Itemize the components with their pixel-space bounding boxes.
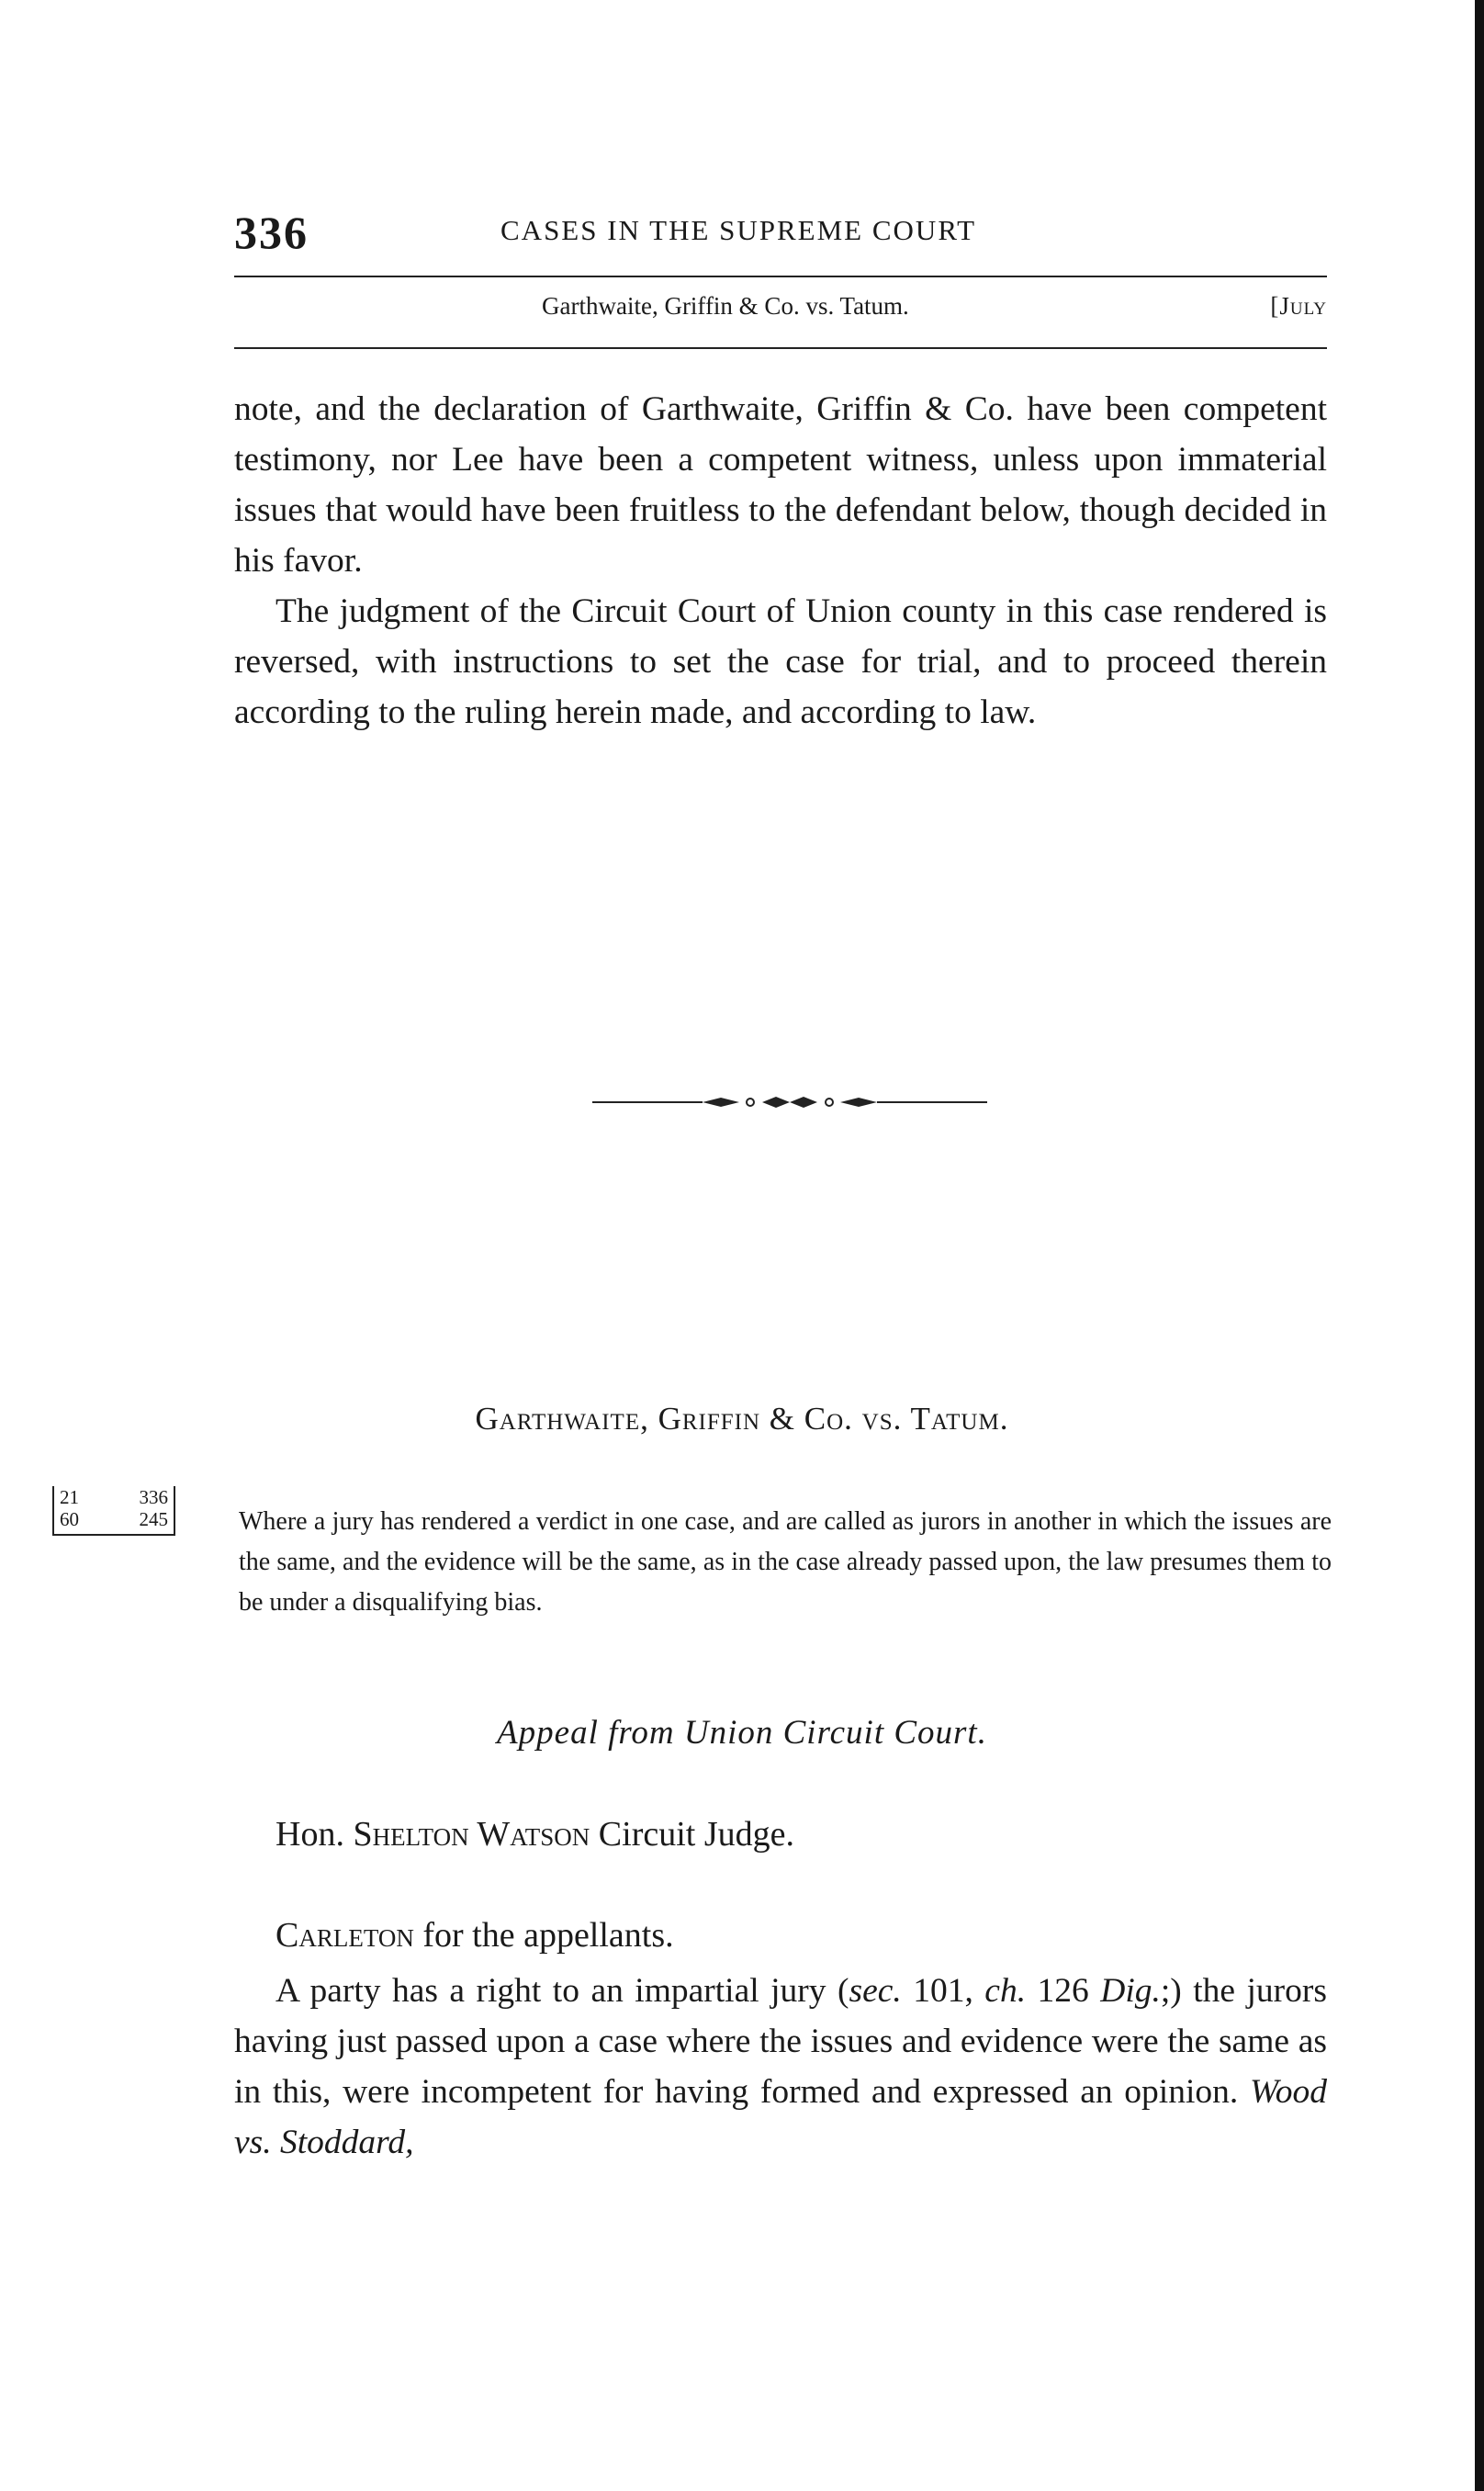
citation-page: 245 <box>139 1508 168 1530</box>
argument-segment: 101, <box>901 1972 985 2010</box>
argument-italic: Wood vs. Stoddard, <box>234 2073 1327 2161</box>
argument-segment: 126 <box>1026 1972 1101 2010</box>
judge-suffix: Circuit Judge. <box>598 1815 794 1854</box>
citation-volume: 60 <box>60 1508 79 1530</box>
appeal-line: Appeal from Union Circuit Court. <box>497 1714 987 1752</box>
header-rule-bottom <box>234 347 1327 349</box>
judge-name: Shelton Watson <box>353 1815 590 1854</box>
citation-box <box>52 1486 175 1536</box>
opening-text <box>234 384 1327 738</box>
judge-line <box>275 1814 794 1854</box>
citation-row <box>54 1486 174 1508</box>
counsel-line <box>275 1915 674 1956</box>
headnote: Where a jury has rendered a verdict in one case, and are called as jurors in another in which the issues are the same, and the evidence will be the same, as in the case already passed upon, the law presumes them to be under a disqualifying bias. <box>239 1507 1332 1617</box>
argument-text <box>234 1966 1327 2168</box>
subheader <box>234 292 1327 333</box>
case-title: Garthwaite, Griffin & Co. vs. Tatum. <box>475 1401 1009 1437</box>
page-number: 336 <box>234 207 309 258</box>
opening-paragraph-2: The judgment of the Circuit Court of Union county in this case rendered is reversed, with instructions to set the case for trial, and to proceed therein according to the ruling herein made, and according to law. <box>234 592 1327 731</box>
section-divider-ornament <box>592 1088 987 1116</box>
counsel-suffix: for the appellants. <box>422 1916 674 1955</box>
argument-segment: ;) the jurors having just passed upon a case where the issues and evidence were the same as in this, were incompetent for having formed and expressed an opinion. <box>234 1972 1327 2111</box>
citation-volume: 21 <box>60 1486 79 1508</box>
header-rule-top <box>234 276 1327 277</box>
running-case-name: Garthwaite, Griffin & Co. vs. Tatum. <box>542 292 909 320</box>
page-header <box>234 200 1327 258</box>
argument-segment: A party has a right to an impartial jury ( <box>275 1972 849 2010</box>
running-head: CASES IN THE SUPREME COURT <box>500 214 977 246</box>
opening-paragraph-1: note, and the declaration of Garthwaite, Griffin & Co. have been competent testimony, nor Lee have been a competent witness, unless upon immaterial issues that would have been fruitless to the defendant below, though decided in his favor. <box>234 390 1327 580</box>
running-month: [July <box>1270 292 1327 320</box>
argument-italic: sec. <box>849 1972 902 2010</box>
page-edge <box>1475 0 1484 2491</box>
citation-row <box>54 1508 174 1530</box>
citation-page: 336 <box>139 1486 168 1508</box>
argument-italic: ch. <box>984 1972 1027 2010</box>
counsel-name: Carleton <box>275 1916 414 1955</box>
argument-paragraph <box>234 1966 1327 2168</box>
argument-italic: Dig. <box>1100 1972 1161 2010</box>
judge-prefix: Hon. <box>275 1815 344 1854</box>
